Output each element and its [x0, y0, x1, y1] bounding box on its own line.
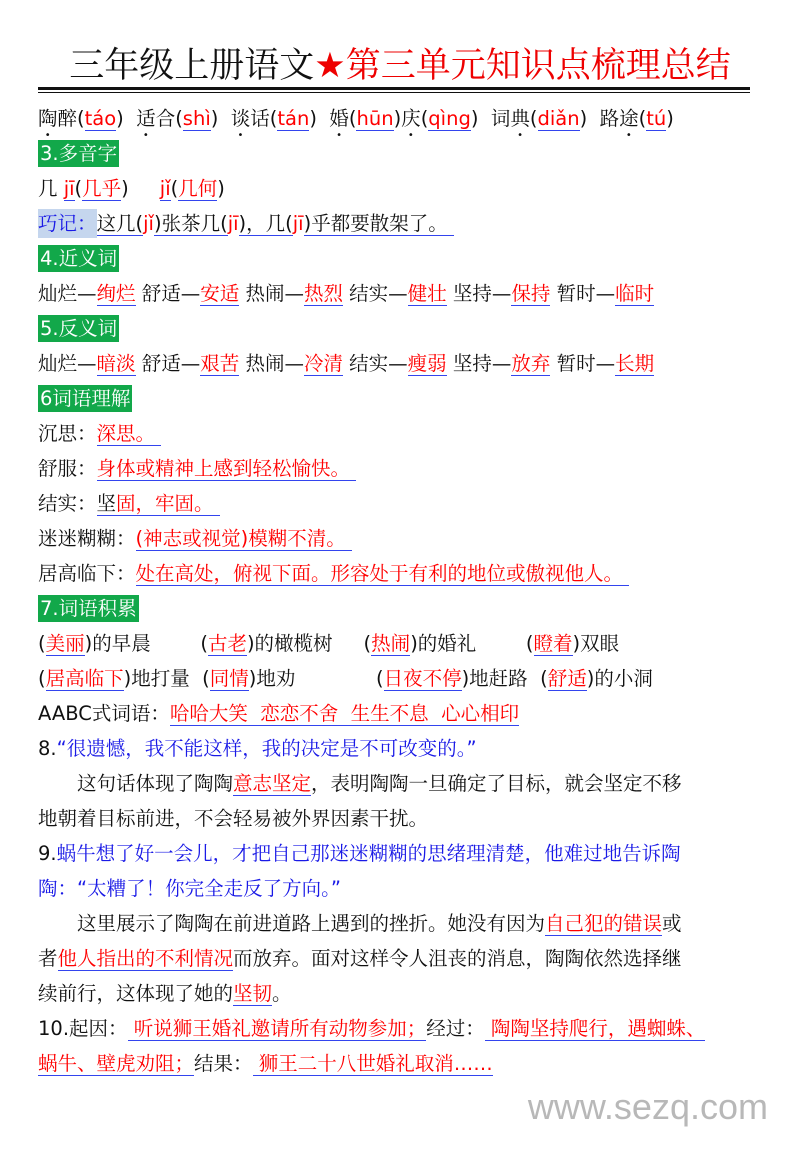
answer-text: 古老 — [207, 632, 247, 655]
text-line — [38, 731, 477, 766]
answer-text: 热闹 — [371, 632, 411, 655]
answer-text: jǐ — [159, 177, 171, 200]
section-heading: 7.词语积累 — [40, 597, 137, 620]
answer-text: hūn — [356, 107, 394, 130]
text-segment: 灿烂— — [38, 352, 97, 375]
answer-text: 舒适 — [547, 667, 587, 690]
text-segment: 续前行，这体现了她的 — [38, 982, 234, 1005]
text-segment: ) — [393, 107, 402, 130]
answer-text: 身体或精神上感到轻松愉快。 — [96, 457, 357, 480]
text-line — [38, 451, 356, 486]
answer-text: 美丽 — [45, 632, 85, 655]
text-segment: )的小洞 — [586, 667, 653, 690]
answer-text: diǎn — [537, 107, 580, 130]
text-segment: )的早晨 ( — [84, 632, 208, 655]
text-segment: ( — [420, 107, 429, 130]
answer-text: 蜗牛、壁虎劝阻； — [38, 1052, 195, 1075]
text-segment: ( — [638, 107, 647, 130]
text-segment: 这句话体现了陶陶 — [77, 772, 234, 795]
text-segment: 9. — [38, 842, 57, 865]
answer-text: 固，牢固。 — [116, 492, 220, 515]
answer-text: 艰苦 — [200, 352, 240, 375]
answer-text: 居高临下 — [45, 667, 124, 690]
answer-text: 冷清 — [303, 352, 343, 375]
text-segment: 结实— — [342, 282, 408, 305]
text-line — [38, 801, 428, 836]
text-segment: ( — [38, 632, 46, 655]
text-segment: 蜗牛想了好一会儿，才把自己那迷迷糊糊的思绪理清楚，他难过地告诉陶 — [56, 842, 681, 865]
text-segment: 典 — [510, 107, 530, 130]
section-heading: 4.近义词 — [40, 247, 118, 270]
text-segment: 10.起因： — [38, 1017, 128, 1040]
text-segment: ( — [38, 667, 46, 690]
answer-text: 听说狮王婚礼邀请所有动物参加； — [127, 1017, 427, 1040]
answer-text: 瞪着 — [533, 632, 573, 655]
answer-text: 放弃 — [511, 352, 551, 375]
answer-text: 同情 — [209, 667, 249, 690]
text-segment: ) — [470, 107, 491, 130]
text-segment: jǐ — [143, 212, 154, 235]
text-line — [38, 381, 132, 416]
answer-text: 安适 — [200, 282, 240, 305]
answer-text: 日夜不停 — [383, 667, 462, 690]
text-segment: ) — [579, 107, 600, 130]
text-segment: 坚持— — [446, 282, 512, 305]
answer-text: tú — [646, 107, 667, 130]
text-line — [38, 836, 681, 871]
text-segment: 暂时— — [550, 352, 616, 375]
text-segment: 结实： — [38, 492, 97, 515]
text-segment: 者 — [38, 947, 58, 970]
answer-text: 暗淡 — [96, 352, 136, 375]
text-segment: 途 — [619, 107, 639, 130]
answer-text: (神志或视觉)模糊不清。 — [135, 527, 352, 550]
text-line — [38, 241, 119, 276]
text-segment: )，几( — [238, 212, 293, 235]
text-segment: 巧记： — [38, 209, 97, 238]
text-segment: 话( — [250, 107, 278, 130]
text-line — [38, 1046, 493, 1081]
text-segment: ) — [666, 107, 674, 130]
answer-text: 他人指出的不利情况 — [57, 947, 234, 970]
answer-text: shì — [182, 107, 211, 130]
text-segment: 8. — [38, 737, 57, 760]
text-segment: “很遗憾，我不能这样，我的决定是不可改变的。” — [56, 737, 477, 760]
text-line — [38, 521, 352, 556]
text-line — [38, 766, 682, 801]
text-line — [38, 976, 292, 1011]
text-segment: ) — [210, 107, 231, 130]
text-line — [38, 696, 519, 731]
text-segment: )的婚礼 ( — [410, 632, 534, 655]
text-segment: 舒服： — [38, 457, 97, 480]
section-heading: 5.反义词 — [40, 317, 118, 340]
answer-text: 临时 — [615, 282, 655, 305]
text-segment: jī — [292, 212, 304, 235]
text-segment: AABC式词语： — [38, 702, 170, 725]
answer-text: 处在高处，俯视下面。形容处于有利的地位或傲视他人。 — [135, 562, 630, 585]
text-line — [38, 906, 682, 941]
text-segment: 这几( — [96, 212, 144, 235]
text-line — [38, 416, 161, 451]
text-segment: 迷迷糊糊： — [38, 527, 136, 550]
text-segment: 合( — [155, 107, 183, 130]
text-segment: 经过： — [426, 1017, 485, 1040]
answer-text: 意志坚定 — [233, 772, 312, 795]
watermark: www.sezq.com — [527, 1086, 768, 1127]
text-segment: ) — [309, 107, 330, 130]
text-line — [38, 486, 220, 521]
answer-text: 保持 — [511, 282, 551, 305]
text-segment: 醉( — [57, 107, 85, 130]
text-segment: )双眼 — [572, 632, 620, 655]
text-segment: 沉思： — [38, 422, 97, 445]
text-segment: jī — [227, 212, 239, 235]
answer-text: 哈哈大笑 恋恋不舍 生生不息 心心相印 — [169, 702, 520, 725]
text-line — [38, 941, 682, 976]
text-segment: 结果： — [194, 1052, 253, 1075]
text-segment: 坚 — [96, 492, 117, 515]
star-icon: ★ — [314, 46, 346, 86]
text-segment: )地打量 ( — [123, 667, 210, 690]
text-segment: 陶：“太糟了！你完全走反了方向。” — [38, 877, 341, 900]
answer-text: 几乎 — [82, 177, 122, 200]
text-segment: 坚持— — [446, 352, 512, 375]
text-segment: 。 — [272, 982, 292, 1005]
answer-text: 狮王二十八世婚礼取消…… — [252, 1052, 493, 1075]
text-line — [38, 871, 341, 906]
text-segment: 陶 — [38, 107, 58, 130]
text-line — [38, 311, 119, 346]
answer-text: 自己犯的错误 — [545, 912, 663, 935]
text-segment: 谈 — [230, 107, 251, 130]
text-segment: 居高临下： — [38, 562, 136, 585]
section-heading: 3.多音字 — [40, 142, 118, 165]
text-line — [38, 171, 225, 206]
answer-text: táo — [84, 107, 117, 130]
text-segment: ) — [116, 107, 137, 130]
text-segment: 灿烂— — [38, 282, 97, 305]
page-title — [0, 42, 800, 90]
text-segment: ) — [217, 177, 225, 200]
text-segment: 或 — [662, 912, 682, 935]
answer-text: 几何 — [178, 177, 218, 200]
answer-text: qìng — [428, 107, 471, 130]
text-line — [38, 136, 119, 171]
text-segment: )的橄榄树 ( — [246, 632, 372, 655]
text-segment: 几 — [38, 177, 64, 200]
text-segment: )张茶几( — [153, 212, 228, 235]
text-segment: )乎都要散架了。 — [303, 212, 454, 235]
text-segment: 结实— — [342, 352, 408, 375]
answer-text: 长期 — [615, 352, 655, 375]
title-grade: 三年级上册语文 — [69, 46, 315, 86]
answer-text: 深思。 — [96, 422, 162, 445]
text-segment: ( — [529, 107, 538, 130]
text-line — [38, 346, 654, 381]
text-line — [38, 591, 139, 626]
text-segment: 而放弃。面对这样令人沮丧的消息，陶陶依然选择继 — [233, 947, 682, 970]
text-segment: 暂时— — [550, 282, 616, 305]
text-line — [38, 276, 654, 311]
title-underline-thin — [38, 92, 750, 93]
text-segment: 舒适— — [135, 352, 201, 375]
text-line — [38, 626, 619, 661]
text-segment: 这里展示了陶陶在前进道路上遇到的挫折。她没有因为 — [77, 912, 546, 935]
text-line — [38, 101, 674, 136]
text-segment: 路 — [599, 107, 620, 130]
title-underline — [38, 87, 750, 90]
text-segment: 舒适— — [135, 282, 201, 305]
title-unit: 第三单元知识点梳理总结 — [345, 46, 731, 86]
answer-text: 陶陶坚持爬行，遇蜘蛛、 — [484, 1017, 706, 1040]
answer-text: 热烈 — [303, 282, 343, 305]
text-segment: 地朝着目标前进，不会轻易被外界因素干扰。 — [38, 807, 429, 830]
answer-text: 坚韧 — [233, 982, 273, 1005]
section-heading: 6词语理解 — [40, 387, 131, 410]
text-line — [38, 556, 629, 591]
text-segment: ( — [170, 177, 179, 200]
text-segment: ) — [121, 177, 160, 200]
answer-text: 绚烂 — [96, 282, 136, 305]
text-segment: 词 — [490, 107, 511, 130]
answer-text: 瘦弱 — [407, 352, 447, 375]
text-line — [38, 1011, 705, 1046]
text-segment: ，表明陶陶一旦确定了目标，就会坚定不移 — [311, 772, 682, 795]
text-segment: 庆 — [401, 107, 421, 130]
answer-text: jī — [63, 177, 75, 200]
text-line — [38, 661, 653, 696]
answer-text: 健壮 — [407, 282, 447, 305]
text-segment: )地劝 ( — [248, 667, 384, 690]
answer-text: tán — [277, 107, 310, 130]
text-segment: 热闹— — [239, 282, 304, 305]
text-segment: ( — [348, 107, 357, 130]
text-line — [38, 206, 454, 241]
text-segment: 热闹— — [239, 352, 304, 375]
text-segment: 适 — [136, 107, 156, 130]
text-segment: ( — [74, 177, 83, 200]
text-segment: )地赶路 ( — [461, 667, 548, 690]
text-segment: 婚 — [329, 107, 349, 130]
